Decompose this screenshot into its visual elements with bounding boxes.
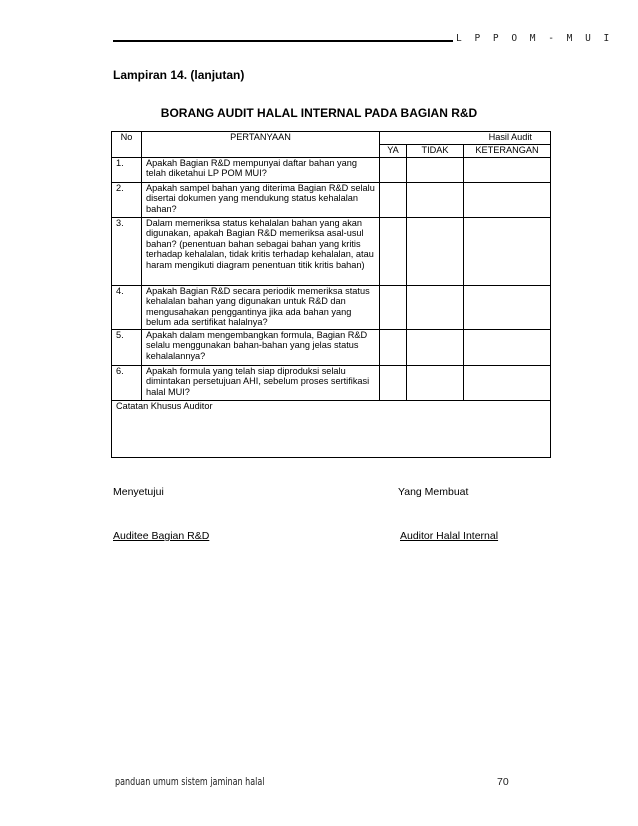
- row-number: 6.: [112, 366, 142, 401]
- page-number: 70: [497, 776, 509, 788]
- ya-cell[interactable]: [380, 218, 407, 286]
- table-row: [112, 183, 551, 218]
- ya-cell[interactable]: [380, 183, 407, 218]
- form-title: BORANG AUDIT HALAL INTERNAL PADA BAGIAN R&D: [160, 106, 478, 120]
- ya-cell[interactable]: [380, 330, 407, 366]
- row-question: Apakah dalam mengembangkan formula, Bagian R&D selalu menggunakan bahan-bahan yang jelas status kehalalannya?: [142, 330, 380, 366]
- notes-label: Catatan Khusus Auditor: [116, 401, 213, 411]
- row-question: Dalam memeriksa status kehalalan bahan yang akan digunakan, apakah Bagian R&D memeriksa asal-usul bahan? (penentuan bahan sebagai bahan yang kritis terhadap kehalalan, tidak kritis terhadap kehalalan, atau haram mengikuti diagram penentuan titik kritis bahan): [142, 218, 380, 286]
- tidak-cell[interactable]: [407, 158, 464, 183]
- header-rule: [113, 40, 453, 42]
- row-number: 1.: [112, 158, 142, 183]
- header-keterangan: KETERANGAN: [464, 145, 551, 158]
- notes-row: [112, 401, 551, 458]
- ya-cell[interactable]: [380, 158, 407, 183]
- keterangan-cell[interactable]: [464, 218, 551, 286]
- row-question: Apakah Bagian R&D mempunyai daftar bahan yang telah diketahui LP POM MUI?: [142, 158, 380, 183]
- keterangan-cell[interactable]: [464, 286, 551, 330]
- header-tidak: TIDAK: [407, 145, 464, 158]
- header-ya: YA: [380, 145, 407, 158]
- header-no: No: [112, 132, 142, 158]
- row-number: 2.: [112, 183, 142, 218]
- footer-text: panduan umum sistem jaminan halal: [115, 776, 265, 788]
- signature-right-label: Yang Membuat: [398, 486, 469, 498]
- notes-cell[interactable]: [112, 401, 551, 458]
- row-question: Apakah formula yang telah siap diproduksi selalu dimintakan persetujuan AHI, sebelum proses sertifikasi halal MUI?: [142, 366, 380, 401]
- keterangan-cell[interactable]: [464, 158, 551, 183]
- tidak-cell[interactable]: [407, 330, 464, 366]
- tidak-cell[interactable]: [407, 366, 464, 401]
- signature-left-label: Menyetujui: [113, 486, 164, 498]
- tidak-cell[interactable]: [407, 183, 464, 218]
- signature-right-signer: Auditor Halal Internal: [400, 530, 499, 542]
- signature-left-signer: Auditee Bagian R&D: [113, 530, 210, 542]
- table-row: [112, 330, 551, 366]
- audit-table: [111, 131, 551, 458]
- lampiran-heading: Lampiran 14. (lanjutan): [113, 68, 245, 82]
- tidak-cell[interactable]: [407, 286, 464, 330]
- table-row: [112, 158, 551, 183]
- row-question: Apakah sampel bahan yang diterima Bagian R&D selalu disertai dokumen yang mendukung status kehalalan bahan?: [142, 183, 380, 218]
- table-row: [112, 218, 551, 286]
- row-number: 3.: [112, 218, 142, 286]
- header-org: L P P O M - M U I: [456, 33, 613, 44]
- keterangan-cell[interactable]: [464, 366, 551, 401]
- row-number: 5.: [112, 330, 142, 366]
- table-row: [112, 286, 551, 330]
- keterangan-cell[interactable]: [464, 183, 551, 218]
- table-row: [112, 366, 551, 401]
- row-number: 4.: [112, 286, 142, 330]
- ya-cell[interactable]: [380, 366, 407, 401]
- keterangan-cell[interactable]: [464, 330, 551, 366]
- row-question: Apakah Bagian R&D secara periodik memeriksa status kehalalan bahan yang digunakan untuk R&D dan mengusahakan penggantinya jika ada bahan yang belum ada sertifikat halalnya?: [142, 286, 380, 330]
- tidak-cell[interactable]: [407, 218, 464, 286]
- header-question: PERTANYAAN: [142, 132, 380, 158]
- ya-cell[interactable]: [380, 286, 407, 330]
- header-result: Hasil Audit: [380, 132, 551, 145]
